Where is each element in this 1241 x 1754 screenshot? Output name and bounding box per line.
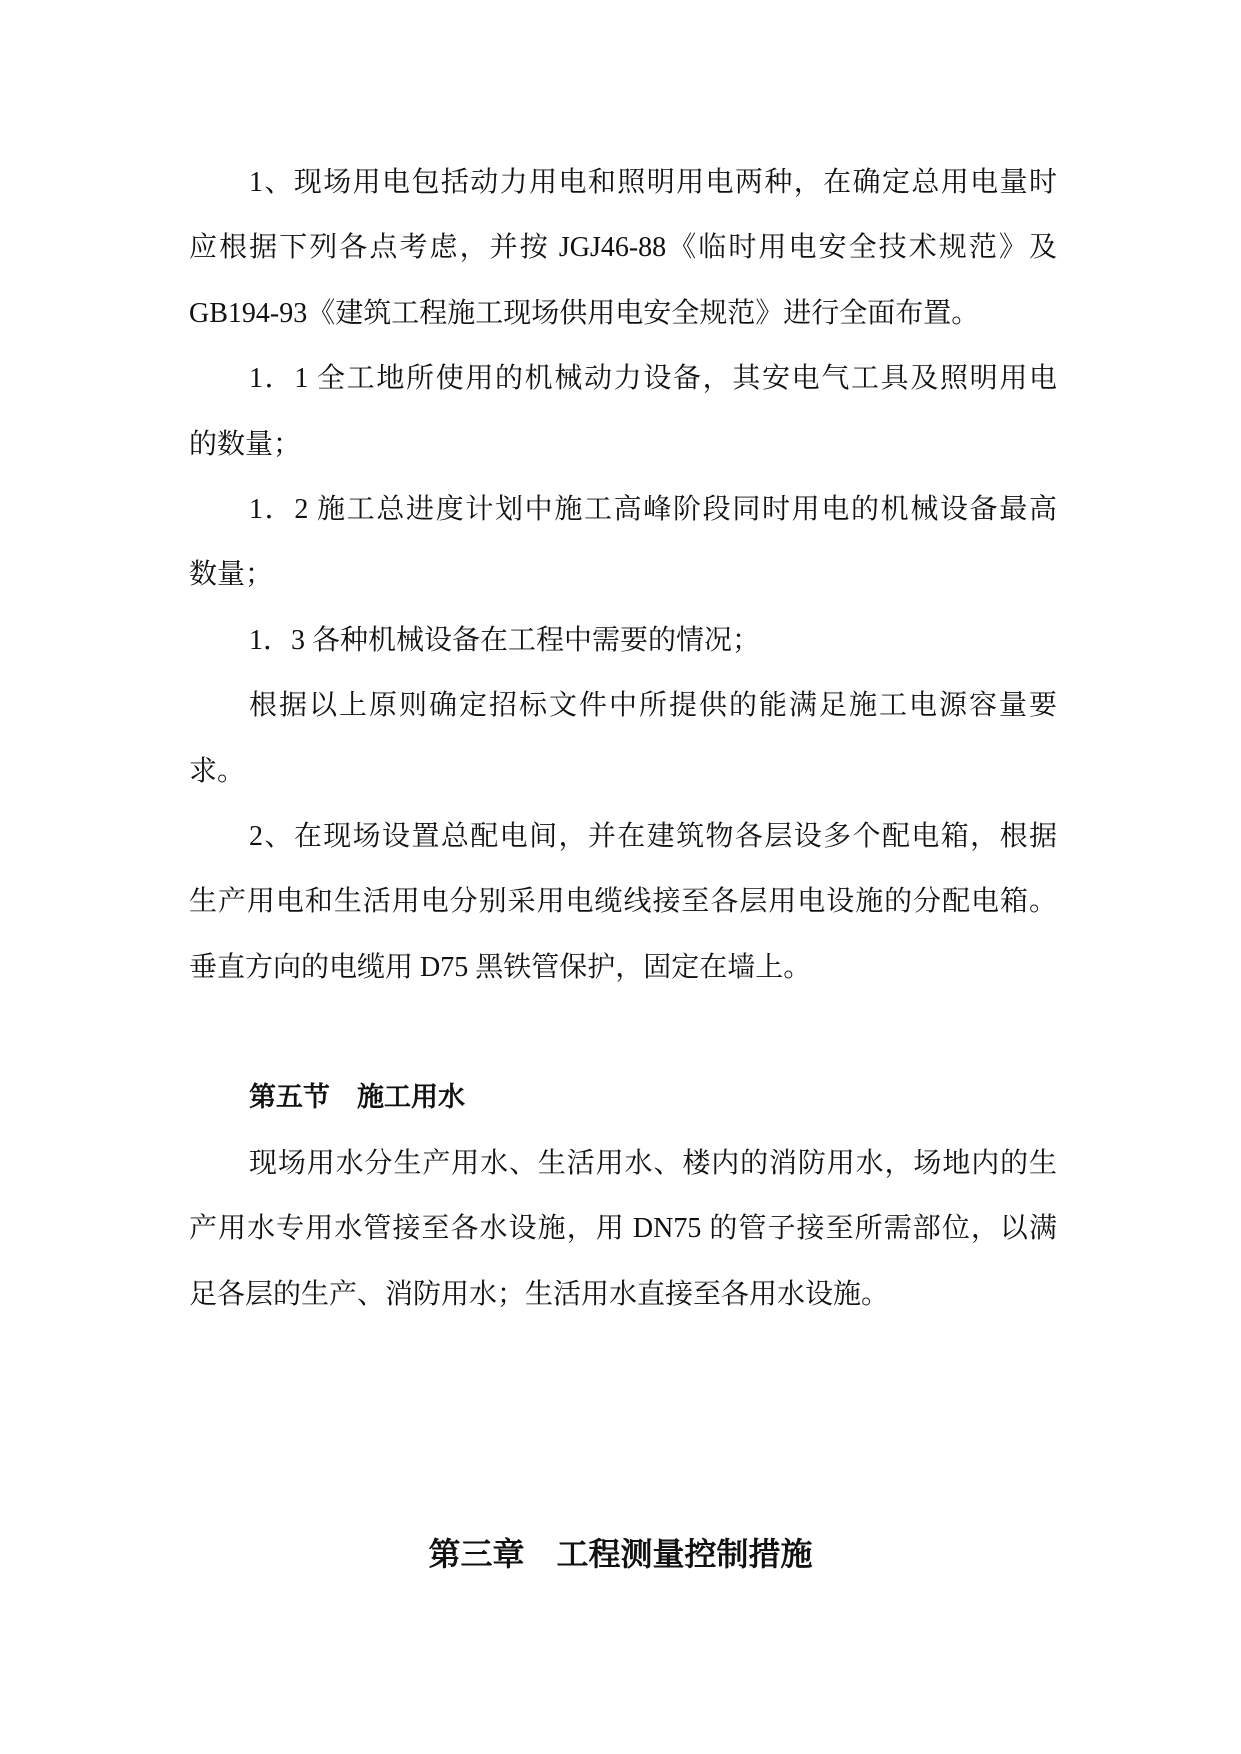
body-line: 2、在现场设置总配电间，并在建筑物各层设多个配电箱，根据 <box>249 820 1057 852</box>
body-line: 数量； <box>189 559 274 591</box>
power-paragraph-conclusion <box>189 673 1057 804</box>
body-line: 足各层的生产、消防用水；生活用水直接至各用水设施。 <box>189 1278 890 1310</box>
body-line: 应根据下列各点考虑，并按 JGJ46-88《临时用电安全技术规范》及 <box>189 232 1057 264</box>
water-paragraph <box>189 1131 1057 1327</box>
body-line: 1．1 全工地所使用的机械动力设备，其安电气工具及照明用电 <box>249 363 1057 395</box>
body-line: 1．3 各种机械设备在工程中需要的情况； <box>249 624 761 656</box>
body-line: 1．2 施工总进度计划中施工高峰阶段同时用电的机械设备最高 <box>249 493 1057 525</box>
power-paragraph-2 <box>189 804 1057 1000</box>
body-line: 根据以上原则确定招标文件中所提供的能满足施工电源容量要 <box>249 690 1057 722</box>
power-paragraph-1-3 <box>189 608 1057 673</box>
body-line: 产用水专用水管接至各水设施，用 DN75 的管子接至所需部位，以满 <box>189 1213 1057 1245</box>
body-line: 1、现场用电包括动力用电和照明用电两种，在确定总用电量时 <box>249 167 1057 198</box>
chapter-heading: 第三章 工程测量控制措施 <box>428 1535 813 1573</box>
power-paragraph-1 <box>189 150 1057 346</box>
body-line: 垂直方向的电缆用 D75 黑铁管保护，固定在墙上。 <box>189 951 812 983</box>
body-line: 的数量； <box>189 428 302 460</box>
power-paragraph-1-2 <box>189 477 1057 608</box>
section-heading: 第五节 施工用水 <box>249 1082 465 1114</box>
document-body <box>189 150 1057 1327</box>
body-line: 现场用水分生产用水、生活用水、楼内的消防用水，场地内的生 <box>249 1147 1057 1179</box>
body-line: GB194-93《建筑工程施工现场供用电安全规范》进行全面布置。 <box>189 297 980 329</box>
body-line: 生产用电和生活用电分别采用电缆线接至各层用电设施的分配电箱。 <box>189 886 1057 918</box>
body-line: 求。 <box>189 755 246 787</box>
power-paragraph-1-1 <box>189 346 1057 477</box>
